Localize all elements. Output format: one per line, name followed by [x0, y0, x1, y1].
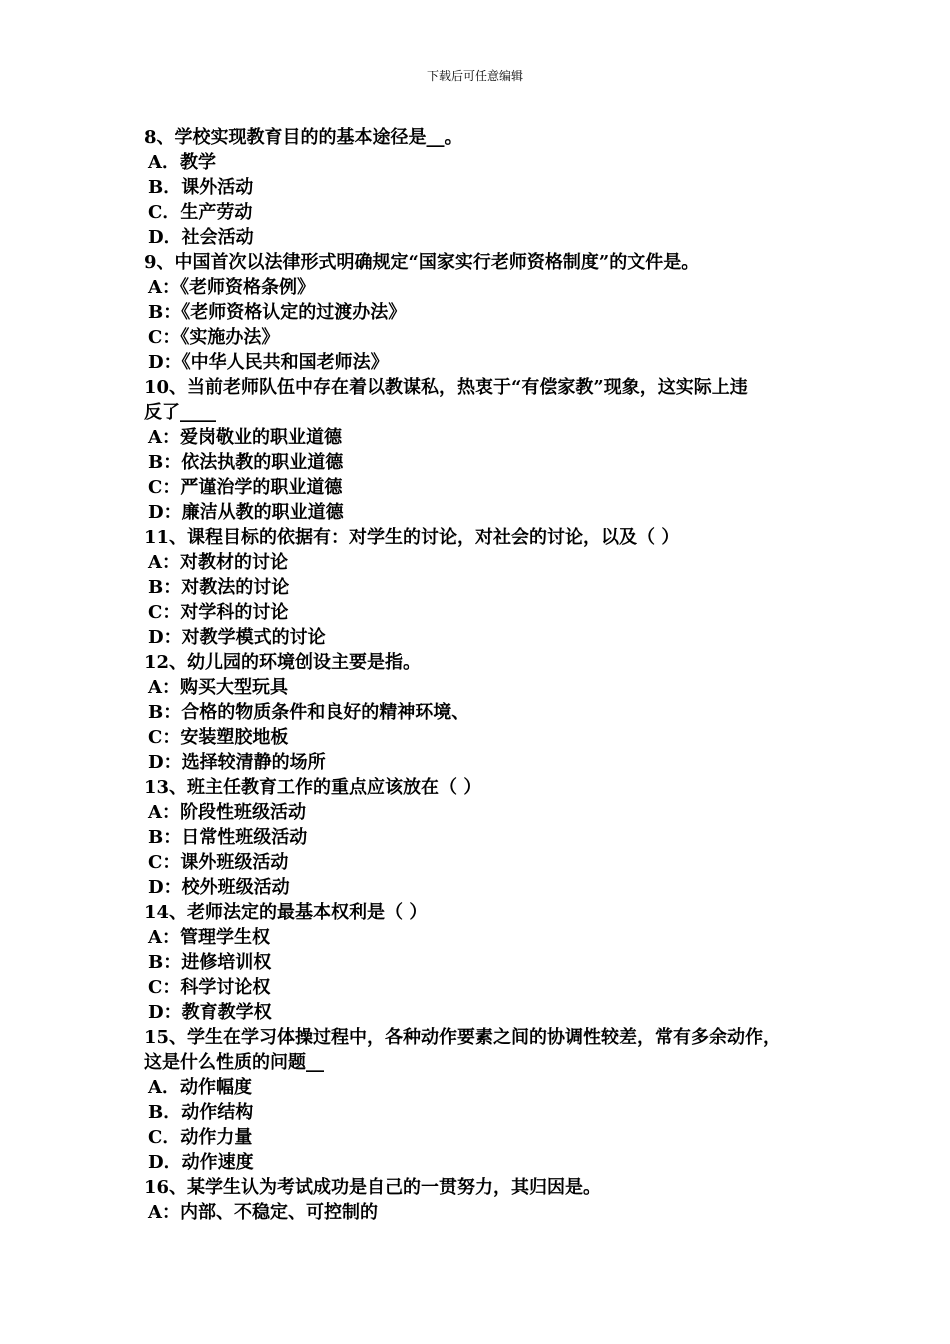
question-block	[144, 1175, 830, 1225]
option-text: 教学	[179, 152, 216, 173]
answer-option	[144, 925, 830, 950]
option-text: 教育教学权	[181, 1002, 272, 1023]
answer-option	[144, 325, 830, 350]
option-text: 严谨治学的职业道德	[180, 477, 343, 498]
answer-option	[144, 675, 830, 700]
option-label: C：	[148, 852, 181, 873]
option-label: B：	[148, 952, 182, 973]
option-label: C：	[148, 977, 181, 998]
answer-option	[144, 750, 830, 775]
option-text: 内部、不稳定、可控制的	[179, 1202, 378, 1223]
option-label: C：	[148, 477, 181, 498]
option-text: 对教法的讨论	[181, 577, 290, 598]
question-block	[144, 1025, 830, 1175]
option-label: D：	[148, 502, 182, 523]
option-label: B：	[148, 577, 182, 598]
option-text: 生产劳动	[180, 202, 253, 223]
option-label: A：	[148, 552, 180, 573]
answer-option	[144, 225, 830, 250]
answer-option	[144, 175, 830, 200]
option-text: 社会活动	[181, 227, 254, 248]
option-label: A．	[148, 152, 180, 173]
answer-option	[144, 475, 830, 500]
question-text: 14、老师法定的最基本权利是（ ）	[144, 902, 428, 923]
option-label: B：	[148, 827, 182, 848]
answer-option	[144, 975, 830, 1000]
option-text: 依法执教的职业道德	[181, 452, 344, 473]
option-text: 动作力量	[180, 1127, 253, 1148]
option-label: A：	[148, 427, 180, 448]
option-text: 合格的物质条件和良好的精神环境、	[181, 702, 470, 723]
answer-option	[144, 500, 830, 525]
answer-option	[144, 825, 830, 850]
question-text: 8、学校实现教育目的的基本途径是__。	[144, 127, 463, 148]
option-label: D：	[148, 627, 182, 648]
answer-option	[144, 625, 830, 650]
question-text: 11、课程目标的依据有：对学生的讨论，对社会的讨论，以及（ ）	[144, 527, 680, 548]
option-text: 进修培训权	[181, 952, 272, 973]
option-text: 日常性班级活动	[181, 827, 308, 848]
question-text: 10、当前老师队伍中存在着以教谋私，热衷于“有偿家教”现象，这实际上违	[144, 377, 748, 398]
answer-option	[144, 700, 830, 725]
option-label: D：	[148, 1002, 182, 1023]
answer-option	[144, 300, 830, 325]
option-text: 科学讨论权	[180, 977, 271, 998]
option-text: 《老师资格认定的过渡办法》	[181, 302, 407, 323]
option-text: 选择较清静的场所	[181, 752, 326, 773]
option-label: A：	[148, 927, 180, 948]
answer-option	[144, 1000, 830, 1025]
option-text: 管理学生权	[179, 927, 270, 948]
question-text: 反了____	[144, 402, 216, 423]
answer-option	[144, 200, 830, 225]
option-label: A：	[148, 1202, 180, 1223]
question-text: 这是什么性质的问题__	[144, 1052, 324, 1073]
answer-option	[144, 450, 830, 475]
option-label: D：	[148, 752, 182, 773]
option-label: C：	[148, 727, 181, 748]
option-text: 课外活动	[181, 177, 254, 198]
question-block	[144, 525, 830, 650]
answer-option	[144, 275, 830, 300]
question-list	[144, 125, 830, 1225]
option-text: 对学科的讨论	[180, 602, 289, 623]
option-text: 课外班级活动	[180, 852, 289, 873]
question-text: 15、学生在学习体操过程中，各种动作要素之间的协调性较差，常有多余动作，	[144, 1027, 782, 1048]
option-text: 动作速度	[181, 1152, 254, 1173]
answer-option	[144, 875, 830, 900]
option-label: A：	[148, 677, 180, 698]
option-text: 动作结构	[181, 1102, 254, 1123]
answer-option	[144, 725, 830, 750]
option-text: 对教材的讨论	[179, 552, 288, 573]
option-text: 校外班级活动	[181, 877, 290, 898]
question-text: 16、某学生认为考试成功是自己的一贯努力，其归因是。	[144, 1177, 602, 1198]
option-label: C．	[148, 1127, 181, 1148]
option-label: B．	[148, 1102, 182, 1123]
answer-option	[144, 1200, 830, 1225]
answer-option	[144, 850, 830, 875]
option-label: B：	[148, 302, 182, 323]
question-block	[144, 250, 830, 375]
question-text: 13、班主任教育工作的重点应该放在（ ）	[144, 777, 482, 798]
option-text: 《中华人民共和国老师法》	[181, 352, 389, 373]
question-block	[144, 900, 830, 1025]
option-text: 购买大型玩具	[179, 677, 288, 698]
option-label: C．	[148, 202, 181, 223]
answer-option	[144, 550, 830, 575]
answer-option	[144, 350, 830, 375]
answer-option	[144, 150, 830, 175]
option-label: B：	[148, 702, 182, 723]
option-label: D．	[148, 227, 182, 248]
question-block	[144, 125, 830, 250]
question-block	[144, 650, 830, 775]
option-label: C：	[148, 602, 181, 623]
option-label: A：	[148, 277, 180, 298]
question-block	[144, 375, 830, 525]
answer-option	[144, 800, 830, 825]
option-text: 阶段性班级活动	[179, 802, 306, 823]
answer-option	[144, 950, 830, 975]
option-label: A：	[148, 802, 180, 823]
option-text: 《实施办法》	[180, 327, 280, 348]
option-label: A．	[148, 1077, 180, 1098]
option-label: D：	[148, 352, 182, 373]
option-text: 动作幅度	[179, 1077, 252, 1098]
option-text: 《老师资格条例》	[179, 277, 315, 298]
answer-option	[144, 575, 830, 600]
option-text: 对教学模式的讨论	[181, 627, 326, 648]
option-label: C：	[148, 327, 181, 348]
answer-option	[144, 425, 830, 450]
option-text: 廉洁从教的职业道德	[181, 502, 344, 523]
answer-option	[144, 600, 830, 625]
page-header-note: 下载后可任意编辑	[426, 69, 523, 83]
question-text: 9、中国首次以法律形式明确规定“国家实行老师资格制度”的文件是。	[144, 252, 700, 273]
option-text: 安装塑胶地板	[180, 727, 289, 748]
option-label: B．	[148, 177, 182, 198]
answer-option	[144, 1125, 830, 1150]
answer-option	[144, 1100, 830, 1125]
option-label: D．	[148, 1152, 182, 1173]
option-label: B：	[148, 452, 182, 473]
option-label: D：	[148, 877, 182, 898]
question-block	[144, 775, 830, 900]
answer-option	[144, 1150, 830, 1175]
option-text: 爱岗敬业的职业道德	[179, 427, 342, 448]
question-text: 12、幼儿园的环境创设主要是指。	[144, 652, 422, 673]
answer-option	[144, 1075, 830, 1100]
